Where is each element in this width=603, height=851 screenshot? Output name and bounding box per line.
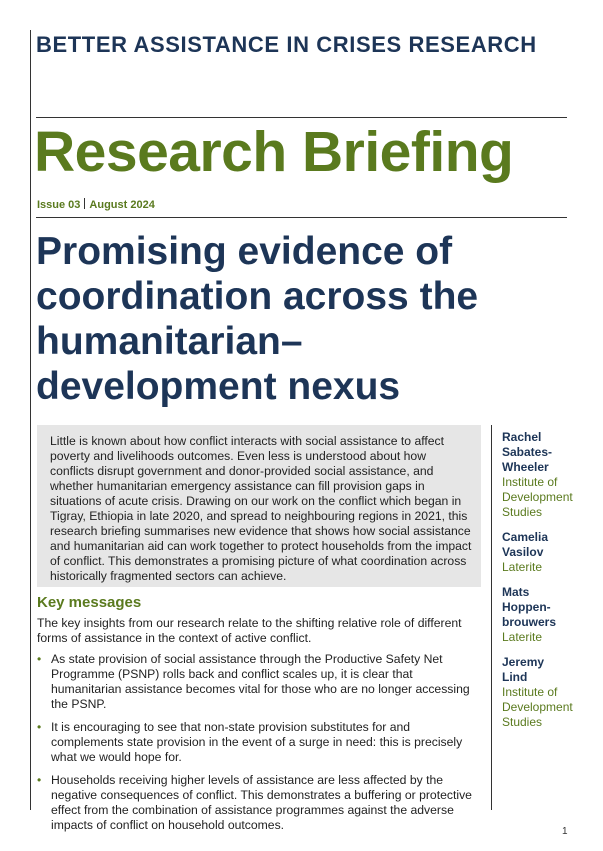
author-item	[502, 655, 600, 730]
bullet-text: Households receiving higher levels of assistance are less affected by the negative consequences of conflict. This demonstrates a buffering or protective effect from the combination of assistance programmes against the adverse impacts of conflict on household outcomes.	[51, 773, 472, 832]
author-list	[502, 430, 600, 740]
author-affiliation: Institute of Development Studies	[502, 685, 573, 729]
author-affiliation: Laterite	[502, 560, 543, 574]
key-messages-intro: The key insights from our research relate to the shifting relative role of different forms of assistance in the context of active conflict.	[37, 616, 462, 645]
list-item	[37, 720, 482, 765]
issue-number: Issue 03	[37, 199, 81, 211]
list-item	[37, 773, 482, 833]
author-column-rule	[491, 425, 492, 810]
author-affiliation: Laterite	[502, 630, 543, 644]
series-title: Research Briefing	[34, 120, 514, 184]
author-item	[502, 430, 600, 520]
issue-line	[37, 198, 155, 211]
key-messages-heading: Key messages	[37, 594, 142, 611]
author-name: Mats Hoppen- brouwers	[502, 585, 557, 629]
briefing-title: Promising evidence of coordination across the humanitarian–development nexus	[36, 230, 479, 408]
organisation-name: BETTER ASSISTANCE IN CRISES RESEARCH	[36, 32, 537, 57]
header-rule	[36, 117, 567, 118]
bullet-icon: •	[37, 652, 42, 666]
key-messages-list	[37, 652, 482, 841]
bullet-icon: •	[37, 773, 42, 787]
bullet-text: As state provision of social assistance through the Productive Safety Net Programme (PSNP) rolls back and conflict scales up, it is clear that humanitarian assistance becomes vital for those who are no longer accessing the PSNP.	[51, 652, 470, 711]
issue-separator	[84, 198, 85, 209]
summary-box: Little is known about how conflict interacts with social assistance to affect poverty and livelihoods outcomes. Even less is understood about how conflicts disrupt government and donor-provided social assistance, and whether humanitarian emergency assistance can fill provision gaps in situations of acute crisis. Drawing on our work on the conflict which began in Tigray, Ethiopia in late 2020, and spread to neighbouring regions in 2021, this research briefing summarises new evidence that shows how social assistance and humanitarian aid can work together to protect households from the impact of conflict. This demonstrates a promising picture of what coordination across historically fragmented sectors can achieve.	[37, 425, 481, 587]
list-item	[37, 652, 482, 712]
left-margin-rule	[30, 30, 31, 810]
issue-rule	[36, 217, 567, 218]
author-item	[502, 585, 600, 645]
bullet-text: It is encouraging to see that non-state provision substitutes for and complements state provision in the event of a surge in need: this is precisely what we would hope for.	[51, 720, 463, 764]
author-name: Jeremy Lind	[502, 655, 545, 684]
author-affiliation: Institute of Development Studies	[502, 475, 573, 519]
author-name: Rachel Sabates- Wheeler	[502, 430, 553, 474]
author-name: Camelia Vasilov	[502, 530, 549, 559]
page-number: 1	[562, 826, 568, 837]
bullet-icon: •	[37, 720, 42, 734]
issue-date: August 2024	[89, 199, 155, 211]
author-item	[502, 530, 600, 575]
